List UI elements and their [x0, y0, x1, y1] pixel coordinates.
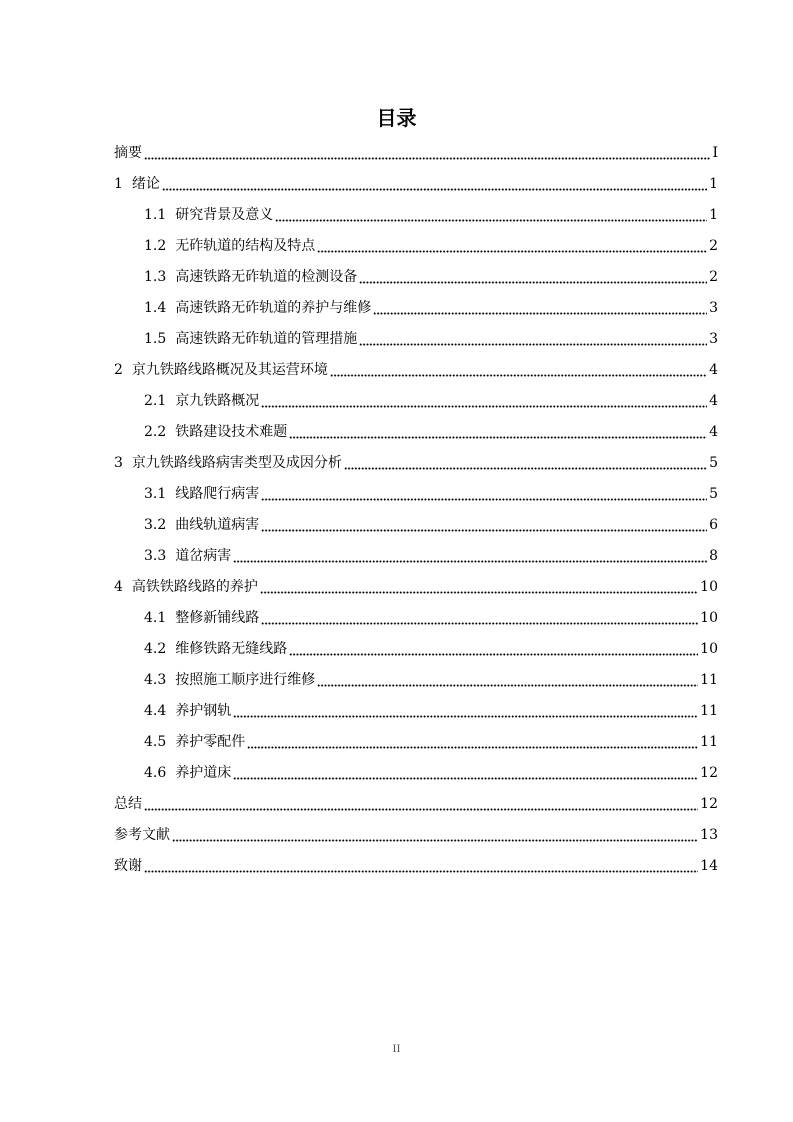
toc-entry[interactable] — [114, 788, 718, 819]
toc-entry-number: 2.1 — [144, 392, 167, 409]
toc-entry-number: 3.1 — [144, 485, 167, 502]
toc-entry-page: 3 — [709, 299, 718, 316]
toc-entry[interactable] — [114, 199, 718, 230]
dot-leader — [317, 677, 698, 687]
toc-entry-title: 养护零配件 — [175, 733, 246, 750]
toc-entry-title: 参考文献 — [114, 826, 170, 843]
toc-entry-number: 4.3 — [144, 671, 167, 688]
toc-entry-page: 10 — [700, 609, 718, 626]
toc-entry-number: 4.1 — [144, 609, 167, 626]
toc-entry[interactable] — [114, 230, 718, 261]
toc-entry[interactable] — [114, 633, 718, 664]
toc-entry-page: 10 — [700, 640, 718, 657]
toc-entry[interactable] — [114, 509, 718, 540]
dot-leader — [233, 553, 707, 563]
toc-entry-title: 摘要 — [114, 144, 142, 161]
toc-entry-title: 线路爬行病害 — [175, 485, 260, 502]
toc-entry[interactable] — [114, 323, 718, 354]
toc-entry[interactable] — [114, 354, 718, 385]
toc-entry-number: 3 — [114, 454, 123, 471]
toc-entry-page: 3 — [709, 330, 718, 347]
dot-leader — [373, 305, 707, 315]
toc-entry-number: 4.2 — [144, 640, 167, 657]
toc-entry-title: 绪论 — [131, 175, 160, 192]
toc-entry[interactable] — [114, 664, 718, 695]
toc-entry-page: 11 — [700, 671, 718, 688]
dot-leader — [233, 770, 698, 780]
toc-entry-title: 京九铁路概况 — [175, 392, 260, 409]
toc-entry-number: 2 — [114, 361, 123, 378]
toc-entry-title: 维修铁路无缝线路 — [175, 640, 288, 657]
toc-entry-page: 11 — [700, 702, 718, 719]
toc-entry[interactable] — [114, 137, 718, 168]
toc-entry-number: 4.4 — [144, 702, 167, 719]
toc-entry-page: I — [712, 144, 718, 161]
toc-entry-title: 按照施工顺序进行维修 — [175, 671, 316, 688]
toc-entry[interactable] — [114, 385, 718, 416]
dot-leader — [359, 274, 707, 284]
toc-entry-number: 1.4 — [144, 299, 167, 316]
toc-entry-page: 4 — [709, 392, 718, 409]
page-number-footer: II — [392, 1041, 401, 1055]
toc-entry[interactable] — [114, 695, 718, 726]
toc-entry-number: 3.3 — [144, 547, 167, 564]
toc-entry-title: 致谢 — [114, 857, 142, 874]
toc-entry-title: 道岔病害 — [175, 547, 232, 564]
toc-entry-title: 总结 — [114, 795, 142, 812]
toc-entry-title: 养护钢轨 — [175, 702, 232, 719]
toc-entry-page: 5 — [709, 454, 718, 471]
toc-entry[interactable] — [114, 168, 718, 199]
toc-entry-number: 4 — [114, 578, 123, 595]
dot-leader — [247, 739, 698, 749]
dot-leader — [261, 615, 698, 625]
toc-entry-title: 京九铁路线路病害类型及成因分析 — [131, 454, 342, 471]
toc-entry-page: 4 — [709, 423, 718, 440]
table-of-contents — [114, 137, 718, 881]
toc-entry-page: 2 — [709, 237, 718, 254]
toc-entry-number: 4.5 — [144, 733, 167, 750]
toc-entry-number: 1 — [114, 175, 123, 192]
dot-leader — [162, 181, 707, 191]
toc-entry-title: 铁路建设技术难题 — [175, 423, 288, 440]
toc-entry-page: 14 — [700, 857, 718, 874]
dot-leader — [144, 150, 710, 160]
toc-entry-page: 6 — [709, 516, 718, 533]
dot-leader — [172, 832, 698, 842]
dot-leader — [359, 336, 707, 346]
toc-entry-number: 4.6 — [144, 764, 167, 781]
dot-leader — [233, 708, 698, 718]
toc-entry-page: 4 — [709, 361, 718, 378]
toc-entry-title: 高铁铁路线路的养护 — [131, 578, 258, 595]
toc-entry-number: 2.2 — [144, 423, 167, 440]
toc-entry-title: 高速铁路无砟轨道的检测设备 — [175, 268, 358, 285]
toc-entry-page: 8 — [709, 547, 718, 564]
toc-entry-title: 高速铁路无砟轨道的养护与维修 — [175, 299, 372, 316]
dot-leader — [330, 367, 707, 377]
toc-entry-title: 京九铁路线路概况及其运营环境 — [131, 361, 328, 378]
dot-leader — [289, 429, 707, 439]
dot-leader — [317, 243, 707, 253]
dot-leader — [289, 646, 698, 656]
toc-entry-number: 1.2 — [144, 237, 167, 254]
dot-leader — [144, 863, 698, 873]
toc-entry-title: 高速铁路无砟轨道的管理措施 — [175, 330, 358, 347]
toc-entry-page: 2 — [709, 268, 718, 285]
dot-leader — [261, 398, 707, 408]
toc-entry-title: 无砟轨道的结构及特点 — [175, 237, 316, 254]
dot-leader — [260, 584, 698, 594]
toc-entry[interactable] — [114, 819, 718, 850]
toc-entry-page: 12 — [700, 764, 718, 781]
toc-entry[interactable] — [114, 540, 718, 571]
dot-leader — [261, 522, 707, 532]
toc-entry-page: 10 — [700, 578, 718, 595]
toc-entry-page: 11 — [700, 733, 718, 750]
toc-entry[interactable] — [114, 292, 718, 323]
dot-leader — [344, 460, 707, 470]
toc-entry[interactable] — [114, 478, 718, 509]
toc-entry[interactable] — [114, 602, 718, 633]
toc-entry-page: 1 — [709, 175, 718, 192]
toc-entry-number: 1.3 — [144, 268, 167, 285]
toc-entry-title: 整修新铺线路 — [175, 609, 260, 626]
toc-entry-title: 曲线轨道病害 — [175, 516, 260, 533]
toc-entry-title: 养护道床 — [175, 764, 232, 781]
toc-entry[interactable] — [114, 261, 718, 292]
toc-entry[interactable] — [114, 850, 718, 881]
toc-entry-page: 13 — [700, 826, 718, 843]
toc-entry-number: 3.2 — [144, 516, 167, 533]
toc-entry-page: 1 — [709, 206, 718, 223]
toc-entry[interactable] — [114, 726, 718, 757]
toc-entry[interactable] — [114, 416, 718, 447]
toc-entry-page: 5 — [709, 485, 718, 502]
toc-entry[interactable] — [114, 447, 718, 478]
toc-entry-number: 1.5 — [144, 330, 167, 347]
toc-entry-number: 1.1 — [144, 206, 167, 223]
dot-leader — [261, 491, 707, 501]
toc-entry[interactable] — [114, 757, 718, 788]
toc-entry-title: 研究背景及意义 — [175, 206, 274, 223]
toc-entry-page: 12 — [700, 795, 718, 812]
toc-entry[interactable] — [114, 571, 718, 602]
toc-title: 目录 — [376, 106, 417, 130]
dot-leader — [275, 212, 707, 222]
dot-leader — [144, 801, 698, 811]
